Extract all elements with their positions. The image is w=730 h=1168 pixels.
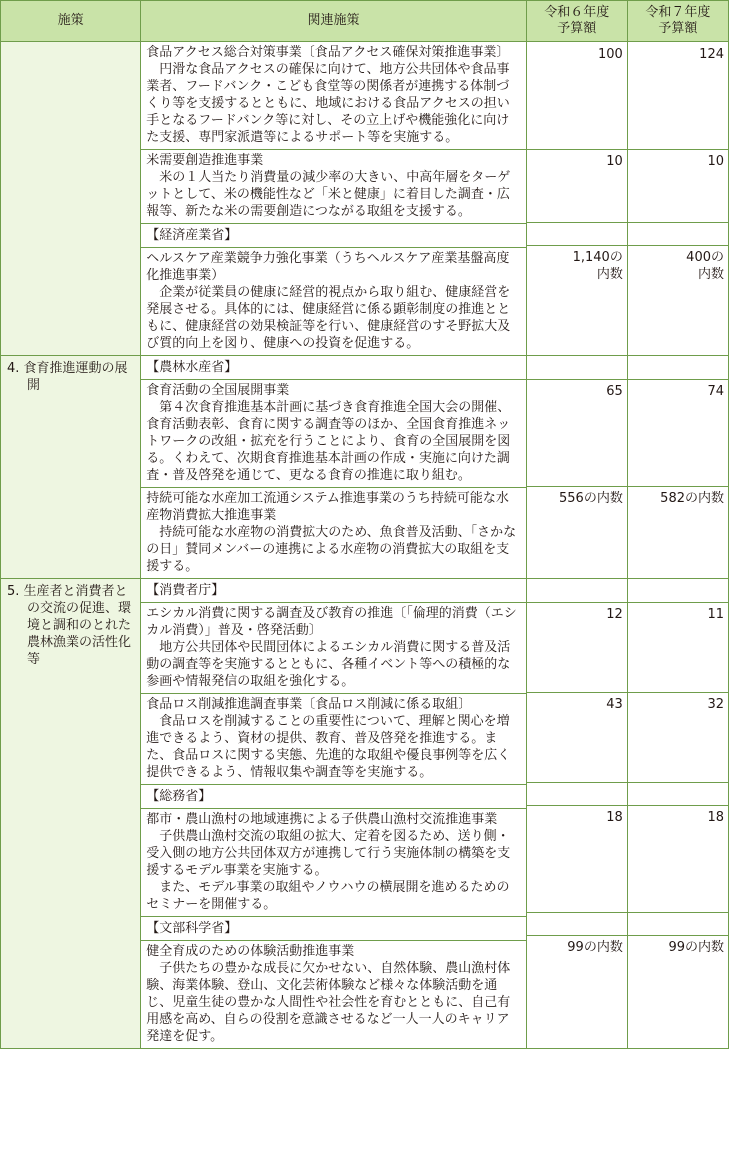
budget-r6-value: 12 (527, 602, 627, 692)
ministry-name: 【文部科学省】 (146, 921, 238, 936)
program-description: 食品ロスを削減することの重要性について、理解と関心を増進できるよう、資材の提供、教育、普及啓発を推進する。また、食品ロスに関する実態、先進的な取組や優良事例等を広く提供できるよう、情報収集や調査等を実施する。 (146, 714, 511, 780)
table-row (1, 579, 729, 1049)
budget-r7-value (628, 912, 728, 935)
ministry-name: 【消費者庁】 (146, 583, 225, 598)
program-description: 第４次食育推進基本計画に基づき食育推進全国大会の開催、食育活動表彰、食育に関する調査等のほか、全国食育推進ネットワークの改組・拡充を行うことにより、食育の全国展開を図る。くわえて、次期食育推進基本計画の作成・実施に向けた調査・普及啓発を通じて、更なる食育の推進に取り組む。 (146, 400, 511, 483)
budget-r7-value: 99の内数 (628, 935, 728, 1042)
budget-r7-cell (627, 579, 728, 1049)
budget-r6-value: 556の内数 (527, 486, 627, 576)
program-description: 地方公共団体や民間団体によるエシカル消費に関する普及活動の調査等を実施するとともに、各種イベント等への積極的な参画や情報発信の取組を強化する。 (146, 640, 511, 689)
ministry-name: 【経済産業省】 (146, 228, 238, 243)
ministry-heading (141, 579, 526, 602)
program-description: また、モデル事業の取組やノウハウの横展開を進めるためのセミナーを開催する。 (146, 880, 510, 912)
budget-r6-value (527, 912, 627, 935)
policy-label: 5. 生産者と消費者との交流の促進、環境と調和のとれた農林漁業の活性化等 (7, 584, 132, 667)
program-title: 食品ロス削減推進調査事業〔食品ロス削減に係る取組〕 (146, 697, 472, 712)
budget-r7-value (628, 222, 728, 245)
related-cell (141, 356, 527, 579)
budget-r6-value (527, 222, 627, 245)
related-cell (141, 579, 527, 1049)
program-item (141, 247, 526, 355)
program-title: 健全育成のための体験活動推進事業 (146, 944, 355, 959)
program-title: 持続可能な水産加工流通システム推進事業のうち持続可能な水産物消費拡大推進事業 (146, 491, 509, 523)
ministry-heading (141, 916, 526, 940)
program-item (141, 693, 526, 784)
budget-r7-value: 400の 内数 (628, 245, 728, 352)
program-item (141, 487, 526, 578)
ministry-name: 【農林水産省】 (146, 360, 238, 375)
budget-r7-value: 124 (699, 47, 724, 62)
program-description: 米の１人当たり消費量の減少率の大きい、中高年層をターゲットとして、米の機能性など「米と健康」に着目した調査・広報等、新たな米の需要創造につながる取組を支援する。 (146, 170, 511, 219)
budget-r6-value: 18 (527, 805, 627, 912)
budget-r7-value: 74 (628, 379, 728, 486)
policy-cell (1, 356, 141, 579)
budget-r7-value (628, 782, 728, 805)
program-item (141, 379, 526, 487)
program-item (141, 602, 526, 693)
program-title: 米需要創造推進事業 (146, 153, 264, 168)
budget-r6-cell (526, 579, 627, 1049)
budget-r7-value (628, 579, 728, 602)
policy-cell (1, 579, 141, 1049)
program-title: 食育活動の全国展開事業 (146, 383, 290, 398)
budget-r6-value: 43 (527, 692, 627, 782)
ministry-name: 【総務省】 (146, 789, 212, 804)
table-row (1, 356, 729, 579)
budget-r7-value: 32 (628, 692, 728, 782)
budget-r6-cell (526, 42, 627, 356)
program-description: 子供農山漁村交流の取組の拡大、定着を図るため、送り側・受入側の地方公共団体双方が連携して行う実施体制の構築を支援するモデル事業を実施する。 (146, 829, 511, 878)
ministry-heading (141, 356, 526, 379)
budget-r6-value (527, 782, 627, 805)
policy-label: 4. 食育推進運動の展開 (7, 361, 128, 393)
program-title: ヘルスケア産業競争力強化事業（うちヘルスケア産業基盤高度化推進事業） (146, 251, 510, 283)
header-budget-r6: 令和６年度 予算額 (526, 1, 627, 42)
header-budget-r7: 令和７年度 予算額 (627, 1, 728, 42)
ministry-heading (141, 223, 526, 247)
budget-r7-value: 18 (628, 805, 728, 912)
program-title: 食品アクセス総合対策事業〔食品アクセス確保対策推進事業〕 (146, 45, 510, 60)
table-row (1, 42, 729, 356)
budget-r7-value (628, 356, 728, 379)
budget-r6-value: 65 (527, 379, 627, 486)
budget-r7-value: 11 (628, 602, 728, 692)
budget-r6-value (527, 356, 627, 379)
program-title: 都市・農山漁村の地域連携による子供農山漁村交流推進事業 (146, 812, 498, 827)
ministry-heading (141, 784, 526, 808)
budget-r6-value: 10 (527, 149, 627, 222)
budget-r7-cell (627, 356, 728, 579)
budget-r7-value: 582の内数 (628, 486, 728, 576)
budget-r6-value: 99の内数 (527, 935, 627, 1042)
budget-r6-value: 100 (598, 47, 623, 62)
program-item (141, 42, 526, 149)
budget-r6-value: 1,140の 内数 (527, 245, 627, 352)
program-item (141, 149, 526, 223)
budget-r6-cell (526, 356, 627, 579)
budget-r7-value: 10 (628, 149, 728, 222)
header-related: 関連施策 (141, 1, 527, 42)
related-cell (141, 42, 527, 356)
policy-cell (1, 42, 141, 356)
table-header-row (1, 1, 729, 42)
budget-r6-value (527, 579, 627, 602)
program-title: エシカル消費に関する調査及び教育の推進〔「倫理的消費（エシカル消費）」普及・啓発活動〕 (146, 606, 517, 638)
program-item (141, 808, 526, 916)
program-description: 子供たちの豊かな成長に欠かせない、自然体験、農山漁村体験、海業体験、登山、文化芸術体験など様々な体験活動を通じ、児童生徒の豊かな人間性や社会性を育むとともに、自己有用感を高め、自らの役割を意識させるなど一人一人のキャリア発達を促す。 (146, 961, 511, 1044)
program-item (141, 940, 526, 1048)
header-policy: 施策 (1, 1, 141, 42)
budget-r7-cell (627, 42, 728, 356)
program-description: 企業が従業員の健康に経営的視点から取り組む、健康経営を発展させる。具体的には、健康経営に係る顕彰制度の推進とともに、健康経営の効果検証等を行い、健康経営のすそ野拡大及び質的向上を図り、健康への投資を促進する。 (146, 285, 511, 351)
program-description: 円滑な食品アクセスの確保に向けて、地方公共団体や食品事業者、フードバンク・こども食堂等の関係者が連携する体制づくり等を支援するとともに、地域における食品アクセスの担い手となるフードバンク等に対し、その立上げや機能強化に向けた支援、専門家派遣等によるサポート等を実施する。 (146, 62, 510, 145)
program-description: 持続可能な水産物の消費拡大のため、魚食普及活動、「さかなの日」賛同メンバーの連携による水産物の消費拡大の取組を支援する。 (146, 525, 517, 574)
